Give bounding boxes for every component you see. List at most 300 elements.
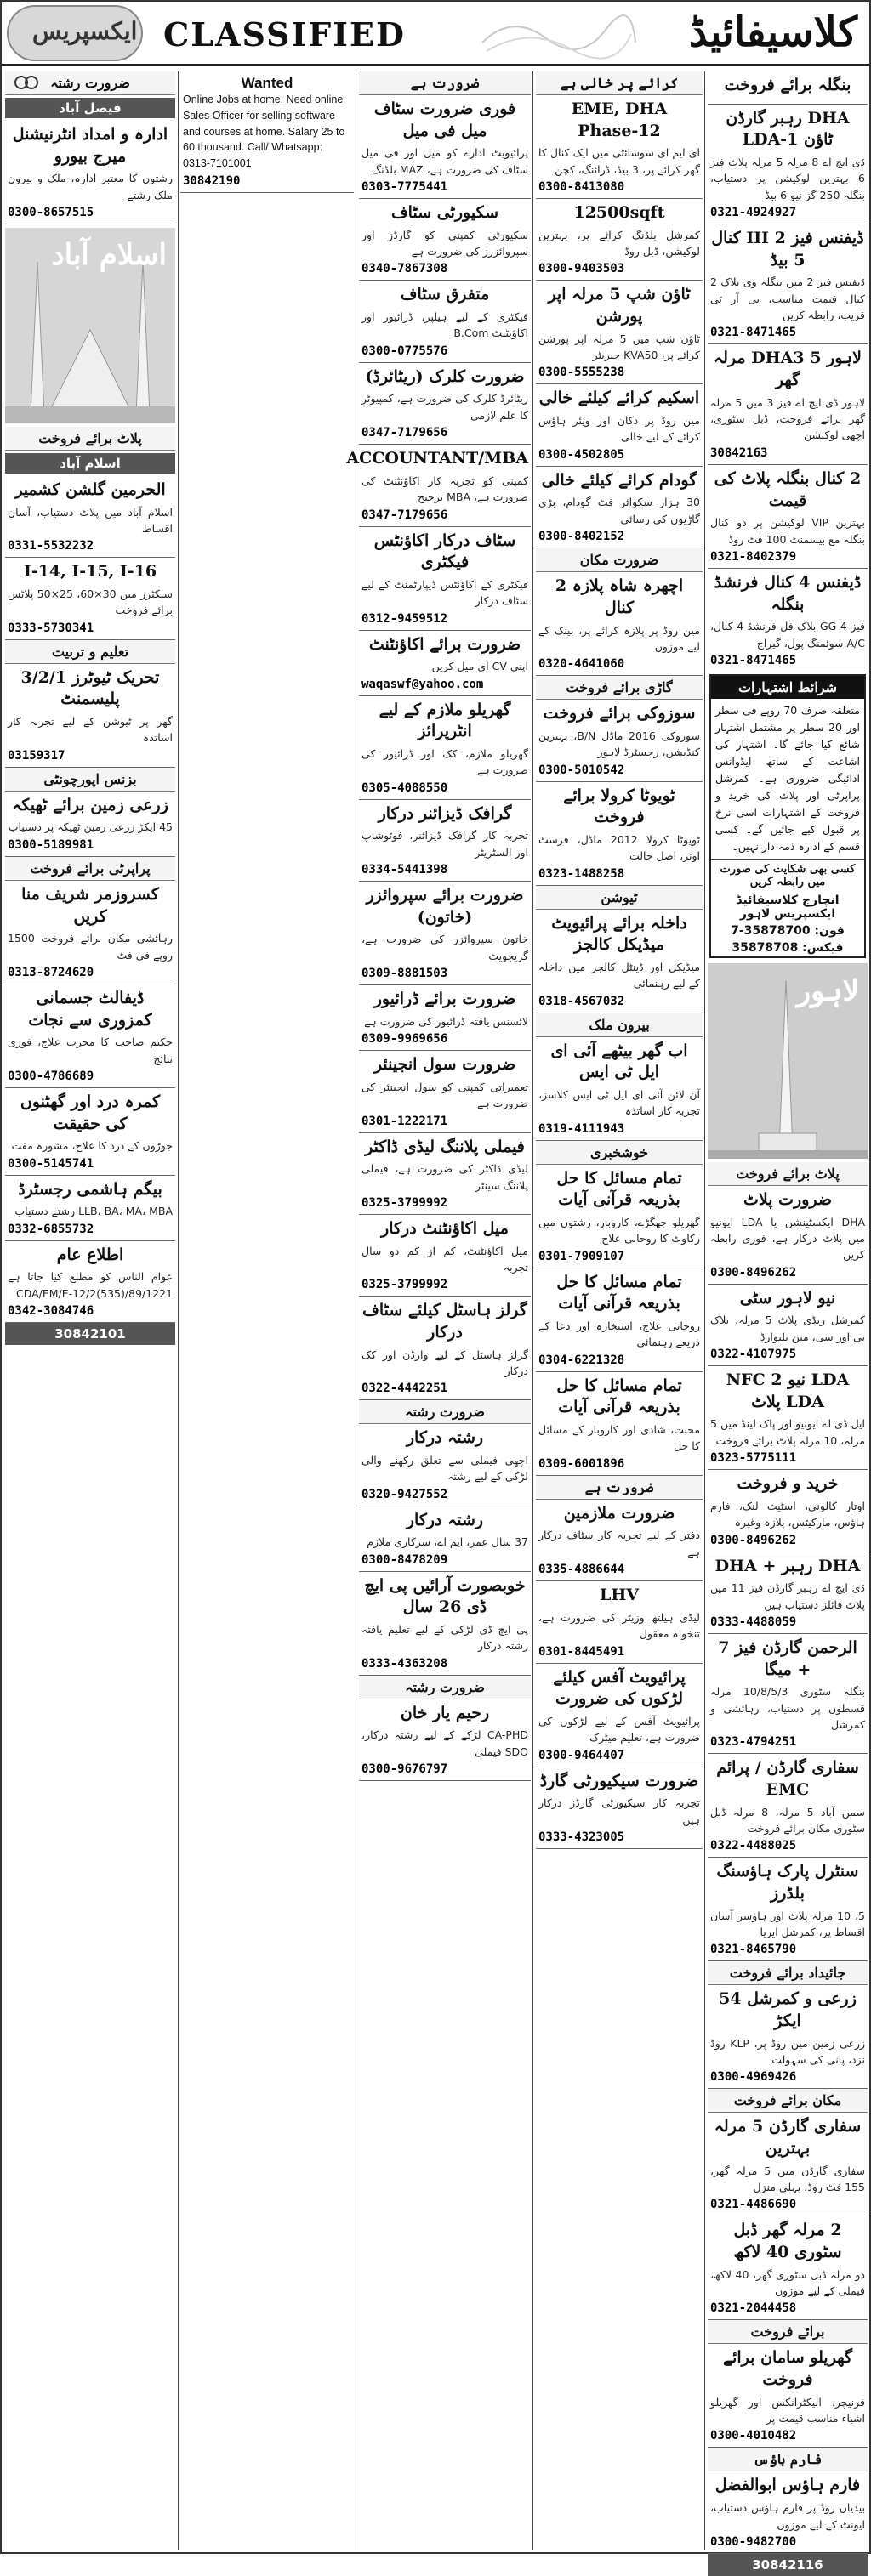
ad-phone: 0342-3084746 [8,1303,94,1318]
ad-body: بیدیاں روڈ پر فارم ہاؤس دستیاب، ایونٹ کے لیے موزوں [710,2501,865,2531]
ad-body: ڈی ایچ اے رہبر گارڈن فیز 11 میں پلاٹ فائلز دستیاب ہیں [710,1581,865,1611]
ad-phone: 0318-4567032 [538,994,625,1008]
ad-terms-title: شرائط اشتہارات [711,676,864,699]
ad-item [359,1215,531,1297]
header-title-en: CLASSIFIED [163,15,406,54]
ad-phone: 0320-9427552 [361,1487,448,1501]
ad-body: اچھی فیملی سے تعلق رکھنے والی لڑکی کے لیے رشتہ [361,1453,528,1484]
ad-title: ادارہ و امداد انٹرنیشنل میرج بیورو [12,125,168,166]
ad-list [5,476,175,1345]
express-logo [7,5,143,61]
column-4 [180,71,354,2550]
ad-title: 12500sqft [573,203,665,223]
section-head: تعلیم و تربیت [5,640,175,664]
ad-body: محبت، شادی اور کاروبار کے مسائل کا حل [538,1423,700,1453]
section-head: بیرون ملک [536,1013,703,1037]
ad-body: خاتون سپروائزر کی ضرورت ہے، گریجویٹ [361,933,528,962]
ad-item [359,527,531,631]
ad-title: تمام مسائل کا حل بذریعہ قرآنی آیات [556,1272,682,1314]
islamabad-image [5,228,175,423]
ad-phone: 0322-4107975 [710,1348,797,1362]
ad-item [5,558,175,639]
ad-item [359,696,531,800]
ad-phone: 0304-6221328 [538,1353,625,1367]
ad-phone: 0325-3799992 [361,1278,448,1292]
ad-body: عوام الناس کو مطلع کیا جاتا ہے CDA/EM/E-12/2(535)/89/1221 [8,1270,173,1300]
ad-item [536,384,703,466]
ad-phone: 0333-4323005 [538,1830,625,1845]
ad-item [708,2471,868,2553]
ad-title: گھریلو سامان برائے فروخت [722,2348,852,2390]
ad-title: گرافک ڈیزائنر درکار [378,803,512,823]
ad-phone: 0309-8881503 [361,967,448,981]
ad-phone: 0323-4794251 [710,1735,797,1750]
wanted-ad [180,71,354,193]
ad-body: لیڈی ہیلتھ وزیٹر کی ضرورت ہے، تنخواہ معقول [538,1610,700,1641]
section-bar-islamabad: اسلام آباد [5,453,175,474]
ad-phone: 0300-5145741 [8,1156,94,1171]
ad-item [359,1297,531,1400]
ad-phone: 0331-5532232 [8,539,94,553]
ad-phone: 0300-8657515 [8,206,94,220]
ad-title: تحریک ٹیوٹرز 3/2/1 پلیسمنٹ [20,667,160,709]
ad-title: سوزوکی برائے فروخت [543,704,696,723]
ad-item [536,572,703,676]
ad-phone: 0320-4641060 [538,657,625,672]
ad-body: ٹویوٹا کرولا 2012 ماڈل، فرسٹ اونر، اصل حالت [538,832,700,863]
ad-body: سکیورٹی کمپنی کو گارڈز اور سپروائزرز کی ضرورت ہے [361,228,528,258]
ad-body: میڈیکل اور ڈینٹل کالجز میں داخلہ کے لیے رہنمائی [538,960,700,990]
ad-body: کمپنی کو تجربہ کار اکاؤنٹنٹ کی ضرورت ہے، MBA ترجیح [361,474,528,504]
column-1 [708,71,868,2573]
ad-body: رشتوں کا معتبر ادارہ، ملک و بیرون ملک رشتے [8,172,173,201]
ad-title: ٹویوٹا کرولا برائے فروخت [563,786,675,827]
ad-body: تجربہ کار گرافک ڈیزائنر، فوٹوشاپ اور السٹریٹر [361,829,528,859]
ad-title: فیملی پلاننگ لیڈی ڈاکٹر [365,1137,525,1156]
section-bar-faisalabad: فیصل آباد [5,98,175,118]
section-head: ضرورت مکان [536,548,703,572]
ad-phone: waqaswf@yahoo.com [361,677,484,691]
ad-title: سفاری گارڈن / پرائم EMC [716,1758,859,1799]
ad-title: ڈیفنس فیز III 2 کنال 5 بیڈ [711,229,864,270]
ad-item [536,1581,703,1663]
ad-title: LHV [599,1586,640,1605]
ad-title: لاہور DHA3 5 مرلہ گھر [713,349,862,390]
ad-item [359,985,531,1051]
ad-item [708,1470,868,1552]
ad-item [359,281,531,362]
ad-body: لاہور ڈی ایچ اے فیز 3 میں 5 مرلہ گھر برائے فروخت، ڈبل سٹوری، اچھی لوکیشن [710,395,865,442]
ad-body: روحانی علاج، استخارہ اور دعا کے ذریعے رہنمائی [538,1319,700,1349]
ad-item [359,199,531,281]
ad-phone: 0300-5189981 [8,837,94,852]
ad-body: پرائیویٹ ادارے کو میل اور فی میل سٹاف کی ضرورت ہے، MAZ بلڈنگ [361,146,528,176]
ad-item [359,1051,531,1132]
ad-terms-fax-label: فیکس: [798,940,844,955]
ad-phone: 0300-9482700 [710,2534,797,2549]
ad-title: اب گھر بیٹھے آئی ای ایل ٹی ایس [550,1041,688,1082]
ad-body: CA-PHD لڑکے کے لیے رشتہ درکار، SDO فیملی [361,1728,528,1758]
ad-phone: 0300-8402152 [538,530,625,544]
ad-title: رشتہ درکار [406,1428,484,1448]
ad-title: ضرورت پلاٹ [743,1189,832,1209]
ad-body: مین روڈ پر پلازہ کرائے پر، بینک کے لیے موزوں [538,623,700,653]
ad-title: فارم ہاؤس ابوالفضل [714,2476,861,2495]
ad-title: ضرورت سیکیورٹی گارڈ [539,1771,699,1790]
ad-phone: 0323-5775111 [710,1451,797,1466]
ad-phone: 0300-8496262 [710,1533,797,1547]
ad-body: سفاری گارڈن میں 5 مرلہ گھر، 155 فٹ روڈ، پہلی منزل [710,2164,865,2194]
ad-phone: 0334-5441398 [361,863,448,877]
ad-title: سنٹرل پارک ہاؤسنگ بلڈرز [716,1862,859,1903]
column-2 [536,71,703,2550]
ad-item [359,95,531,199]
ad-title: زرعی زمین برائے ٹھیکہ [12,795,168,814]
section-head: فارم ہاؤس [708,2448,868,2471]
ad-title: تمام مسائل کا حل بذریعہ قرآنی آیات [556,1168,682,1210]
express-logo-text: ایکسپریس [32,17,138,45]
ad-item [5,121,175,224]
ad-item [708,1552,868,1634]
ad-item [346,445,531,526]
ad-item [536,95,703,199]
section-head: ضرورت ہے [359,71,531,95]
ad-title: ضرورت برائے سپروائزر (خاتون) [366,886,524,927]
ad-body: کمرشل ریڈی پلاٹ 5 مرلہ، بلاک بی اور سی، مین بلیوارڈ [710,1314,865,1343]
ad-phone: 0303-7775441 [361,180,448,195]
ad-title: تمام مسائل کا حل بذریعہ قرآنی آیات [556,1376,682,1417]
ad-phone: 0321-8465790 [710,1943,797,1957]
ad-body: بنگلہ سٹوری 10/8/5/3 مرلہ قسطوں پر دستیاب، رہائشی و کمرشل [710,1685,865,1731]
ad-item [5,1176,175,1241]
section-head: ضرورت رشتہ [359,1676,531,1699]
ad-item [359,1424,531,1506]
ad-phone: 0300-9676797 [361,1762,448,1777]
ad-terms-box [709,674,866,958]
ad-item [5,1088,175,1176]
ad-terms-fax [711,939,864,956]
ad-body: رہائشی مکان برائے فروخت 1500 روپے فی فٹ [8,932,173,962]
ad-body: دو مرلہ ڈبل سٹوری گھر، 40 لاکھ، فیملی کے لیے موزوں [710,2267,865,2298]
ad-body: اپنی CV ای میل کریں [431,660,528,673]
ad-phone: 0321-4924927 [710,206,797,220]
section-head: خوشخبری [536,1141,703,1165]
ad-terms-phone-value: 35878700-7 [731,923,811,938]
ad-title: فوری ضرورت سٹاف میل فی میل [373,99,516,140]
section-head: گاڑی برائے فروخت [536,676,703,700]
ad-title: ضرورت کلرک (ریٹائرڈ) [365,366,525,386]
section-head: جائیداد برائے فروخت [708,1961,868,1985]
ad-item [708,1985,868,2089]
ad-title: ڈیفالٹ جسمانی کمزوری سے نجات [28,988,152,1030]
ad-phone: 0335-4886644 [538,1563,625,1577]
ad-body: سمن آباد 5 مرلہ، 8 مرلہ ڈبل سٹوری مکان برائے فروخت [710,1805,865,1835]
ad-title: 2 مرلہ گھر ڈبل سٹوری 40 لاکھ [733,2221,842,2262]
ad-body: LLB، BA، MA، MBA رشتے دستیاب [14,1205,173,1218]
section-head: ضرورت ہے [536,1476,703,1500]
column-divider [178,71,179,2550]
ad-phone: 0321-8402379 [710,549,797,564]
ad-terms-fax-value: 35878708 [732,940,799,955]
ad-title: گھریلو ملازم کے لیے انٹرپرائز [379,700,511,741]
ad-item [708,105,868,224]
ad-body: 37 سال عمر، ایم اے، سرکاری ملازم [367,1535,528,1549]
ad-phone: 0300-8413080 [538,180,625,195]
ad-title: بنگلہ برائے فروخت [724,76,851,94]
ad-item [359,800,531,882]
ad-phone: 0333-4488059 [710,1614,797,1629]
ad-body: سوزوکی 2016 ماڈل B/N، بہترین کنڈیشن، رجسٹرڈ لاہور [538,729,700,759]
ad-phone: 0340-7867308 [361,262,448,276]
ad-title: DHA رہبر + DHA [714,1556,861,1575]
ad-item [359,1699,531,1781]
ad-phone: 0325-3799992 [361,1195,448,1210]
column-divider [532,71,533,2550]
ad-terms-phone [711,922,864,939]
ad-body: تعمیراتی کمپنی کو سول انجینئر کی ضرورت ہے [361,1080,528,1110]
footer-ref: 30842101 [5,1323,175,1345]
ad-body: فیز 4 GG بلاک فل فرنشڈ 4 کنال، A/C سوئمنگ پول، گیراج [710,620,865,650]
section-head-rishta-label: ضرورت رشتہ [50,75,130,91]
column-5 [5,71,175,2550]
ad-phone: 0321-8471465 [710,653,797,667]
ad-body: ریٹائرڈ کلرک کی ضرورت ہے، کمپیوٹر کا علم لازمی [361,392,528,422]
ad-title: بیگم ہاشمی رجسٹرڈ [18,1179,162,1199]
ad-item [708,1285,868,1366]
ad-item [536,910,703,1013]
ad-item [536,1165,703,1268]
section-head: برائے فروخت [708,2320,868,2344]
wanted-ad-body: Online Jobs at home. Need online Sales Officer for selling software and courses at home. Salary 25 to 60 thousand. Call/ Whatsapp: 0313-7101001 [183,94,345,169]
ad-title: پرائیویٹ آفس کیلئے لڑکوں کی ضرورت [553,1667,686,1709]
ad-title: اسکیم کرائے کیلئے خالی [538,389,700,408]
ad-terms-note: کسی بھی شکایت کی صورت میں رابطہ کریں [711,859,864,892]
ad-body: مین روڈ پر دکان اور ویئر ہاؤس کرائے کے لیے خالی [538,414,700,444]
ad-body: ایل ڈی اے ایونیو اور پاک لینڈ میں 5 مرلہ، 10 مرلہ پلاٹ برائے فروخت [710,1417,865,1447]
ad-phone: 0300-8496262 [710,1265,797,1279]
ad-phone: 0323-1488258 [538,866,625,881]
ad-body: زرعی زمین مین روڈ پر، KLP روڈ نزد، پانی کی سہولت [710,2036,865,2067]
ad-body: گھریلو ملازم، کک اور ڈرائیور کی ضرورت ہے [361,746,528,777]
ad-title: 2 کنال بنگلہ پلاٹ کی قیمت [714,468,862,510]
ad-item [5,476,175,558]
ad-body: پی ایچ ڈی لڑکی کے لیے تعلیم یافتہ رشتہ درکار [361,1623,528,1653]
ad-phone: 0300-4010482 [710,2429,797,2443]
ad-item [5,664,175,768]
ad-terms-body: متعلقہ صرف 70 روپے فی سطر اور 20 سطر پر مشتمل اشتہار شائع کیا جائے گا۔ اشتہار کی اشاعت کے ساتھ ایڈوانس ادائیگی ضروری ہے۔ کمرشل پراپرٹی اور پلاٹ کی خرید و فروخت کے اشتہارات اسی نرخ پر قبول کیے جائیں گے۔ کسی قسم کے ادارہ ذمہ دار نہیں۔ [715,703,860,853]
ad-item [536,281,703,384]
ad-title: گودام کرائے کیلئے خالی [541,470,697,490]
ad-item [359,363,531,445]
ad-item [536,1372,703,1476]
ad-phone: 0301-1222171 [361,1114,448,1128]
ad-title: سٹاف درکار اکاؤنٹس فیکٹری [373,531,516,572]
ad-body: تجربہ کار سیکیورٹی گارڈز درکار ہیں [538,1796,700,1826]
section-head: ضرورت رشتہ [359,1400,531,1424]
ad-item [536,199,703,281]
ad-title: کمرہ درد اور گھٹنوں کی حقیقت [20,1092,161,1133]
ad-item [359,1572,531,1676]
ad-title: نیو لاہور سٹی [739,1288,836,1308]
ad-item [536,1767,703,1849]
ad-item [536,1664,703,1767]
ad-phone: 0312-9459512 [361,611,448,626]
wanted-ad-title: Wanted [241,75,293,91]
section-head: بزنس اپورچونٹی [5,768,175,792]
ad-body: پرائیویٹ آفس کے لیے لڑکوں کی ضرورت ہے، تعلیم میٹرک [538,1714,700,1745]
ad-item [536,782,703,886]
ad-phone: 0322-4488025 [710,1839,797,1853]
ad-body: لائسنس یافتہ ڈرائیور کی ضرورت ہے [364,1014,528,1028]
ad-item [708,1634,868,1754]
ad-item [708,569,868,672]
ad-item [708,465,868,569]
header-decoration-icon [478,9,640,60]
ad-phone: 0321-2044458 [710,2301,797,2316]
ad-phone: 0319-4111943 [538,1121,625,1136]
ad-item [708,71,868,105]
ad-phone: 0313-8724620 [8,965,94,979]
ad-phone: 0321-8471465 [710,326,797,340]
ad-title: اچھرہ شاہ پلازہ 2 کنال [555,576,684,617]
ad-body: اسلام آباد میں پلاٹ دستیاب، آسان اقساط [8,505,173,536]
ad-body: 30 ہزار سکوائر فٹ گودام، بڑی گاڑیوں کی رسائی [538,496,700,525]
ad-body: جوڑوں کے درد کا علاج، مشورہ مفت [11,1139,173,1153]
ad-title: میل اکاؤنٹنٹ درکار [381,1218,509,1238]
ad-phone: 0300-5010542 [538,763,625,777]
ad-phone: 0300-9464407 [538,1748,625,1762]
ad-item [5,984,175,1088]
column-divider [704,71,705,2550]
ad-body: ڈیفنس فیز 2 میں بنگلہ وی بلاک 2 کنال قیمت مناسب، بی آر ٹی قریب، رابطہ کریں [710,275,865,322]
ad-title: LDA نیو NFC 2 LDA پلاٹ [726,1370,850,1411]
ad-phone: 0300-8478209 [361,1552,448,1567]
ad-body: میل اکاؤنٹنٹ، کم از کم دو سال تجربہ [361,1244,528,1274]
ad-phone: 0309-6001896 [538,1456,625,1471]
column-3 [346,71,531,2550]
ad-title: الحرمین گلشن کشمیر [14,480,166,500]
ad-item [5,792,175,857]
ad-title: ACCOUNTANT/MBA [346,449,528,468]
ad-title: ضرورت سول انجینئر [373,1055,516,1075]
ad-item [536,700,703,781]
ad-phone: 0300-5555238 [538,366,625,380]
ad-body: دفتر کے لیے تجربہ کار سٹاف درکار ہے [538,1529,700,1558]
ad-phone: 0300-4969426 [710,2070,797,2085]
ad-title: ضرورت برائے اکاؤنٹنٹ [368,634,521,654]
ad-phone: 0300-4786689 [8,1069,94,1083]
ad-title: متفرق سٹاف [400,285,490,304]
ad-body: ای ایم ای سوسائٹی میں ایک کنال کا گھر کرائے پر، 3 بیڈ، ڈرائنگ، کچن [538,146,700,176]
ad-item [359,1133,531,1215]
ad-title: زرعی و کمرشل 54 ایکڑ [719,1989,857,2030]
ad-item [708,2344,868,2448]
section-head: پراپرٹی برائے فروخت [5,857,175,881]
ad-body: فیکٹری کے اکاؤنٹس ڈیپارٹمنٹ کے لیے سٹاف درکار [361,577,528,608]
ad-title: ڈیفنس 4 کنال فرنشڈ بنگلہ [714,572,862,614]
ad-title: EME, DHA Phase-12 [571,99,668,140]
ad-body: کمرشل بلڈنگ کرائے پر، بہترین لوکیشن، ڈبل روڈ [538,228,700,258]
section-head: ٹیوشن [536,886,703,910]
ad-phone: 0322-4442251 [361,1382,448,1396]
ad-phone: 0347-7179656 [361,426,448,440]
ad-body: گھر پر ٹیوشن کے لیے تجربہ کار اساتذہ [8,715,173,745]
ad-body: فیکٹری کے لیے ہیلپر، ڈرائیور اور اکاؤنٹنٹ B.Com [361,310,528,340]
ad-phone: 0301-7909107 [538,1249,625,1263]
ad-item [5,881,175,984]
section-head-plots: پلاٹ برائے فروخت [5,427,175,451]
ad-item [359,631,531,696]
ad-title: اطلاع عام [56,1245,124,1264]
ad-body: 5، 10 مرلہ پلاٹ اور ہاؤسز آسان اقساط پر، کمرشل ایریا [710,1909,865,1938]
ad-phone: 0321-4486690 [710,2198,797,2212]
ad-item [708,1754,868,1858]
ad-phone: 0300-9403503 [538,262,625,276]
ad-item [536,1500,703,1581]
ad-item [359,1506,531,1572]
ad-title: I-14, I-15, I-16 [23,562,157,582]
header-title-ur: کلاسیفائیڈ [688,9,857,56]
ad-list [708,105,868,2576]
ad-body: بہترین VIP لوکیشن پر دو کنال بنگلہ مع بیسمنٹ 100 فٹ روڈ [710,516,865,546]
ad-phone: 0301-8445491 [538,1644,625,1659]
ad-body: ڈی ایچ اے 8 مرلہ 5 مرلہ پلاٹ فیز 6 بہترین لوکیشن پر دستیاب، بنگلہ 250 گز نیو 6 بیڈ [710,155,866,201]
page-header [2,2,869,66]
city-label-lahore: لاہور [796,973,859,1008]
ad-title: خوبصورت آرائیں پی ایچ ڈی 26 سال [364,1575,526,1617]
ad-item [708,1858,868,1961]
section-head: مکان برائے فروخت [708,2089,868,2113]
ad-title: سکیورٹی سٹاف [390,203,498,223]
ad-list [536,71,703,1849]
ad-title: گرلز ہاسٹل کیلئے سٹاف درکار [362,1301,527,1342]
ad-title: خرید و فروخت [737,1474,839,1494]
ad-title: DHA رہبر گارڈن ٹاؤن LDA-1 [726,108,850,150]
ad-title: ٹاؤن شپ 5 مرلہ اپر پورشن [548,285,691,326]
ad-phone: 03159317 [8,748,65,763]
ad-body: 45 ایکڑ زرعی زمین ٹھیکہ پر دستیاب [8,820,173,834]
ad-item [536,467,703,548]
ad-item [359,882,531,985]
ad-title: داخلہ برائے پرائیویٹ میڈیکل کالجز [551,913,687,955]
section-head: کرائے پر خالی ہے [536,71,703,95]
footer-ref: 30842116 [708,2554,868,2576]
ad-phone: 0333-4363208 [361,1656,448,1671]
ad-item [536,1037,703,1141]
ad-body: فرنیچر، الیکٹرانکس اور گھریلو اشیاء مناسب قیمت پر [710,2395,865,2426]
ad-title: ضرورت ملازمین [563,1503,675,1523]
wanted-ad-content [183,75,351,188]
ad-item [708,224,868,344]
ad-phone: 0300-4502805 [538,447,625,462]
ad-body: ٹاؤن شپ میں 5 مرلہ اپر پورشن کرائے پر، KVA50 جنریٹر [538,332,700,362]
ad-title: رشتہ درکار [406,1510,484,1529]
ad-body: DHA ایکسٹینشن یا LDA ایونیو میں پلاٹ درکار ہے، فوری رابطہ کریں [710,1215,866,1262]
section-head-rishta [5,71,175,95]
ad-phone: 0332-6855732 [8,1222,94,1236]
ad-title: رحیم یار خان [400,1703,490,1722]
ad-item [5,1241,175,1323]
ad-phone: 0333-5730341 [8,621,94,635]
ad-title: سفاری گارڈن 5 مرلہ بہترین [714,2117,862,2159]
wanted-ad-phone: 30842190 [183,173,241,188]
ad-title: کسروزمر شریف منا کریں [21,884,159,926]
ad-terms-phone-label: فون: [810,923,845,938]
ad-item [708,2113,868,2216]
ad-phone: 0309-9969656 [361,1032,448,1047]
ad-item [708,1186,868,1285]
ad-body: آن لائن آئی ای ایل ٹی ایس کلاسز، تجربہ کار اساتذہ [538,1088,700,1118]
